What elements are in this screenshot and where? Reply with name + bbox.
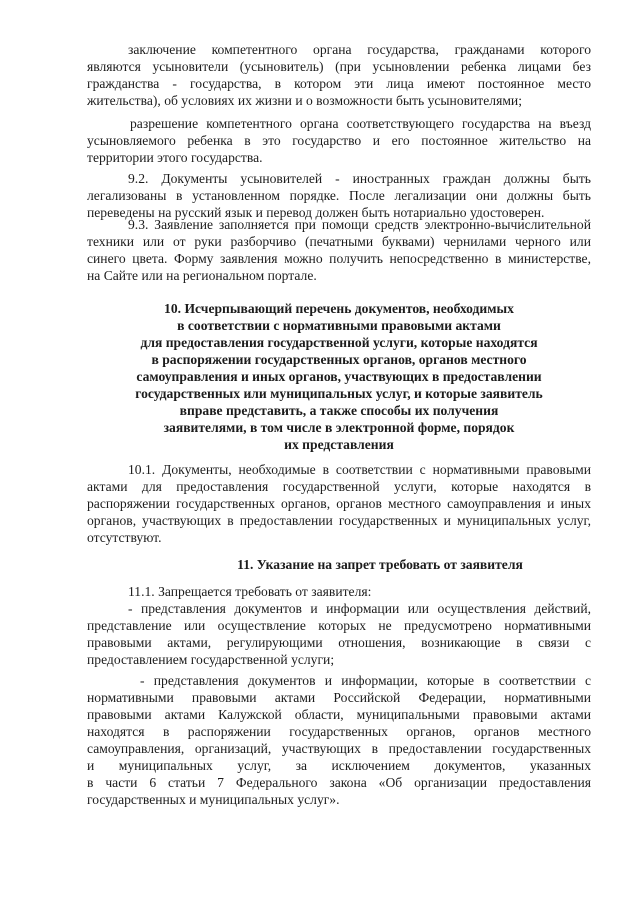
section-heading-line: заявителями, в том числе в электронной форме, порядок — [163, 420, 515, 435]
section-heading-line: вправе представить, а также способы их получения — [179, 403, 499, 418]
section-heading-line: в распоряжении государственных органов, органов местного — [151, 352, 527, 367]
paragraph-line: и муниципальных услуг, за исключением документов, указанных — [87, 758, 591, 773]
paragraph-line: отсутствуют. — [87, 530, 162, 545]
paragraph-line: переведены на русский язык и перевод должен быть нотариально удостоверен. — [87, 205, 545, 220]
paragraph-line: государственных и муниципальных услуг». — [87, 792, 340, 807]
section-heading-line: 10. Исчерпывающий перечень документов, необходимых — [164, 301, 514, 316]
paragraph-line: находятся в распоряжении государственных органов, органов местного — [87, 724, 591, 739]
paragraph-line: синего цвета. Форму заявления можно получить непосредственно в министерстве, — [87, 251, 591, 266]
paragraph-line: легализованы в установленном порядке. После легализации они должны быть — [87, 188, 591, 203]
paragraph-line: представление или осуществление которых не предусмотрено нормативными — [87, 618, 591, 633]
paragraph-line: самоуправления, организаций, участвующих в предоставлении государственных — [87, 741, 591, 756]
paragraph-line: органов, участвующих в предоставлении государственных и муниципальных услуг, — [87, 513, 591, 528]
paragraph-line: 9.3. Заявление заполняется при помощи средств электронно-вычислительной — [128, 217, 591, 232]
paragraph-line: правовыми актами, регулирующими отношения, возникающие в связи с — [87, 635, 591, 650]
paragraph-line: усыновляемого ребенка в это государство и его постоянное жительство на — [87, 133, 591, 148]
paragraph-line: являются усыновители (усыновитель) (при усыновлении ребенка лицами без — [87, 59, 591, 74]
paragraph-line: гражданства - государства, в котором эти лица имеют постоянное место — [87, 76, 591, 91]
section-heading-line: в соответствии с нормативными правовыми актами — [177, 318, 501, 333]
paragraph-line: жительства), об условиях их жизни и о возможности быть усыновителями; — [87, 93, 522, 108]
paragraph-line: правовыми актами Калужской области, муниципальными правовыми актами — [87, 707, 591, 722]
paragraph-line: - представления документов и информации или осуществления действий, — [128, 601, 591, 616]
paragraph-line: предоставлением государственной услуги; — [87, 652, 335, 667]
paragraph-line: 11.1. Запрещается требовать от заявителя: — [128, 584, 372, 599]
paragraph-line: актами для предоставления государственной услуги, которые находятся в — [87, 479, 591, 494]
section-heading-line: для предоставления государственной услуги, которые находятся — [140, 335, 538, 350]
section-heading: 11. Указание на запрет требовать от заявителя — [237, 557, 523, 572]
section-heading-line: их представления — [284, 437, 394, 452]
paragraph-line: техники или от руки разборчиво (печатными буквами) чернилами черного или — [87, 234, 591, 249]
paragraph-line: заключение компетентного органа государства, гражданами которого — [128, 42, 591, 57]
paragraph-line: разрешение компетентного органа соответствующего государства на въезд — [130, 116, 591, 131]
section-heading-line: государственных или муниципальных услуг, и которые заявитель — [135, 386, 543, 401]
paragraph-line: 9.2. Документы усыновителей - иностранных граждан должны быть — [128, 171, 591, 186]
paragraph-line: на Сайте или на региональном портале. — [87, 268, 317, 283]
paragraph-line: в части 6 статьи 7 Федерального закона «Об организации предоставления — [87, 775, 591, 790]
section-heading-line: самоуправления и иных органов, участвующих в предоставлении — [136, 369, 542, 384]
paragraph-line: нормативными правовыми актами Российской Федерации, нормативными — [87, 690, 591, 705]
paragraph-line: - представления документов и информации, которые в соответствии с — [140, 673, 591, 688]
paragraph-line: распоряжении государственных органов, органов местного самоуправления и иных — [87, 496, 591, 511]
paragraph-line: территории этого государства. — [87, 150, 263, 165]
paragraph-line: 10.1. Документы, необходимые в соответствии с нормативными правовыми — [128, 462, 591, 477]
